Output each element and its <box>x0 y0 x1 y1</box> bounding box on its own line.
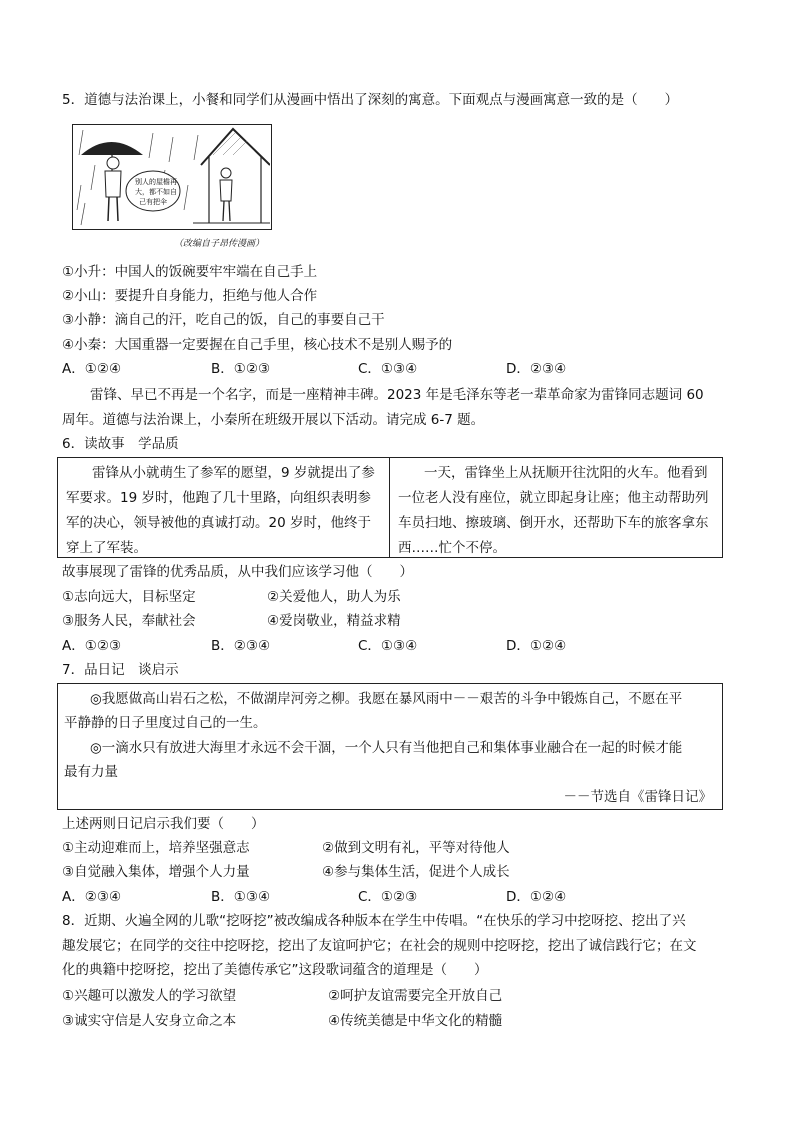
q6-statement-2: ②关爱他人，助人为乐 <box>267 589 401 605</box>
q6-story-right-text: 一天，雷锋坐上从抚顺开往沈阳的火车。他看到一位老人没有座位，就立即起身让座；他主动帮助列车员扫地、擦玻璃、倒开水，还帮助下车的旅客拿东西……忙个不停。 <box>398 465 709 556</box>
q7-choice-b[interactable]: B．①③④ <box>211 889 271 905</box>
q6-statement-1: ①志向远大，目标坚定 <box>62 589 196 605</box>
bubble-line-3: 己有把伞 <box>139 198 167 206</box>
q5-statement-2: ②小山：要提升自身能力，拒绝与他人合作 <box>62 288 318 304</box>
q6-choice-d[interactable]: D．①②④ <box>506 638 567 654</box>
q6-choice-a[interactable]: A．①②③ <box>62 638 122 654</box>
q6-stem: 故事展现了雷锋的优秀品质，从中我们应该学习他（ ） <box>62 564 413 580</box>
q7-statement-1: ①主动迎难而上，培养坚强意志 <box>62 840 250 856</box>
q7-title: 7．品日记 谈启示 <box>62 662 179 678</box>
bubble-line-2: 大，都不如自 <box>135 188 177 196</box>
q7-diary-2a: ◎一滴水只有放进大海里才永远不会干涸，一个人只有当他把自己和集体事业融合在一起的时候才能 <box>90 740 683 756</box>
q7-diary-1b: 平静静的日子里度过自己的一生。 <box>64 715 267 731</box>
q6-choice-b[interactable]: B．②③④ <box>211 638 271 654</box>
q7-diary-box <box>57 683 723 810</box>
cartoon-image <box>72 124 272 230</box>
q5-stem: 5．道德与法治课上，小餐和同学们从漫画中悟出了深刻的寓意。下面观点与漫画寓意一致的是（ ） <box>62 92 679 108</box>
q8-line-3: 化的典籍中挖呀挖，挖出了美德传承它”这段歌词蕴含的道理是（ ） <box>62 962 488 978</box>
q7-diary-source: －－节选自《雷锋日记》 <box>563 789 712 805</box>
q5-statement-3: ③小静：滴自己的汗，吃自己的饭，自己的事要自己干 <box>62 312 385 328</box>
q6-story-right <box>390 458 722 557</box>
q8-statement-4: ④传统美德是中华文化的精髓 <box>328 1013 503 1029</box>
q8-line-2: 趣发展它；在同学的交往中挖呀挖，挖出了友谊呵护它；在社会的规则中挖呀挖，挖出了诚信践行它；在文 <box>62 938 697 954</box>
q8-statement-2: ②呵护友谊需要完全开放自己 <box>328 988 503 1004</box>
q5-choice-c[interactable]: C．①③④ <box>358 361 418 377</box>
q7-statement-3: ③自觉融入集体，增强个人力量 <box>62 864 250 880</box>
q6-choice-c[interactable]: C．①③④ <box>358 638 418 654</box>
intro-line-2: 周年。道德与法治课上，小秦所在班级开展以下活动。请完成 6-7 题。 <box>62 412 485 428</box>
q8-statement-1: ①兴趣可以激发人的学习欲望 <box>62 988 237 1004</box>
q5-choice-a[interactable]: A．①②④ <box>62 361 122 377</box>
q7-choice-c[interactable]: C．①②③ <box>358 889 418 905</box>
q6-story-table <box>57 457 723 558</box>
q8-line-1: 8．近期、火遍全网的儿歌“挖呀挖”被改编成各种版本在学生中传唱。“在快乐的学习中挖呀挖、挖出了兴 <box>62 913 686 929</box>
q6-story-left <box>58 458 390 557</box>
q7-choice-d[interactable]: D．①②④ <box>506 889 567 905</box>
q5-statement-4: ④小秦：大国重器一定要握在自己手里，核心技术不是别人赐予的 <box>62 337 453 353</box>
cartoon-drawing <box>73 125 270 228</box>
q6-title: 6．读故事 学品质 <box>62 436 179 452</box>
intro-line-1: 雷锋、早已不再是一个名字，而是一座精神丰碑。2023 年是毛泽东等老一辈革命家为雷锋同志题词 60 <box>90 387 704 403</box>
q7-stem: 上述两则日记启示我们要（ ） <box>62 816 265 832</box>
q7-diary-2b: 最有力量 <box>64 764 118 780</box>
q7-diary-1a: ◎我愿做高山岩石之松，不做湖岸河旁之柳。我愿在暴风雨中－－艰苦的斗争中锻炼自己，不愿在平 <box>90 691 683 707</box>
bubble-line-1: 别人的屋檐再 <box>135 178 177 186</box>
q7-choice-a[interactable]: A．②③④ <box>62 889 122 905</box>
q6-story-left-text: 雷锋从小就萌生了参军的愿望，9 岁就提出了参军要求。19 岁时，他跑了几十里路，向组织表明参军的决心，领导被他的真诚打动。20 岁时，他终于穿上了军装。 <box>66 465 375 556</box>
q6-statement-4: ④爱岗敬业，精益求精 <box>267 613 401 629</box>
q7-statement-4: ④参与集体生活，促进个人成长 <box>322 864 510 880</box>
q5-choice-b[interactable]: B．①②③ <box>211 361 271 377</box>
q5-choice-d[interactable]: D．②③④ <box>506 361 567 377</box>
q5-statement-1: ①小升：中国人的饭碗要牢牢端在自己手上 <box>62 264 318 280</box>
cartoon-caption: （改编自子昂传漫画） <box>174 239 265 249</box>
q7-statement-2: ②做到文明有礼，平等对待他人 <box>322 840 510 856</box>
q6-statement-3: ③服务人民，奉献社会 <box>62 613 196 629</box>
q8-statement-3: ③诚实守信是人安身立命之本 <box>62 1013 237 1029</box>
